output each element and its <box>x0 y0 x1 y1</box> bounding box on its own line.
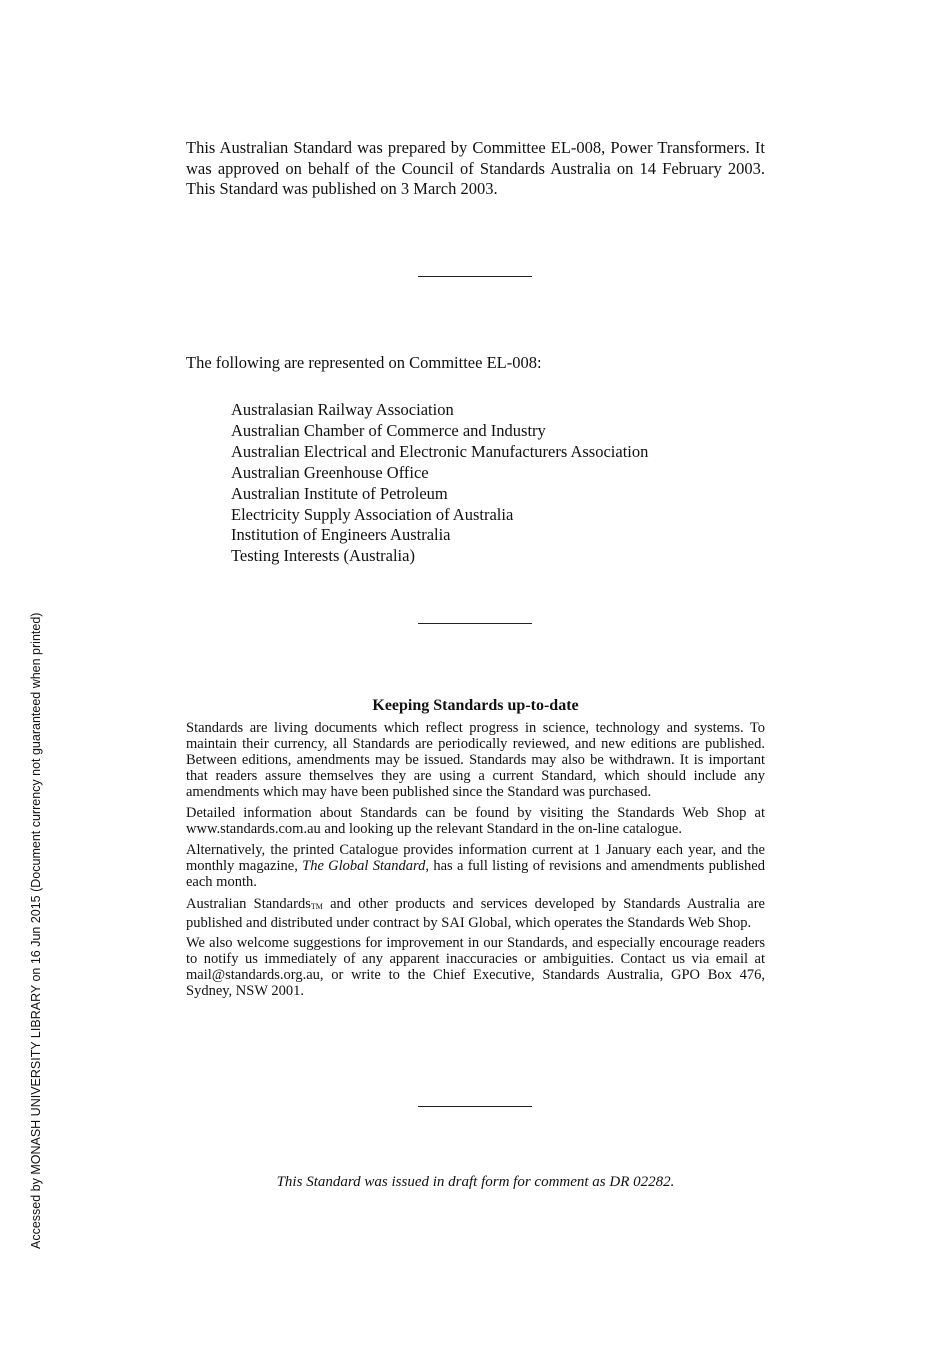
committee-member: Australian Electrical and Electronic Manufacturers Association <box>231 441 649 461</box>
committee-member: Australian Chamber of Commerce and Industry <box>231 420 546 440</box>
paragraph-living-documents: Standards are living documents which reflect progress in science, technology and systems. To maintain their currency, all Standards are periodically reviewed, and new editions are published. Between editions, amendments may be issued. Standards may also be withdrawn. It is important that readers assure themselves they are using a current Standard, which should include any amendments which may have been published since the Standard was purchased. <box>186 720 765 800</box>
magazine-title: The Global Standard <box>302 858 426 874</box>
committee-member: Electricity Supply Association of Australia <box>231 504 514 524</box>
committee-member: Australian Greenhouse Office <box>231 462 429 482</box>
committee-member-list <box>231 400 648 567</box>
trademark-symbol: TM <box>310 902 323 911</box>
paragraph-suggestions: We also welcome suggestions for improvement in our Standards, and especially encourage readers to notify us immediately of any apparent inaccuracies or ambiguities. Contact us via email at mail@standards.org.au, or write to the Chief Executive, Standards Australia, GPO Box 476, Sydney, NSW 2001. <box>186 935 765 999</box>
catalogue-text-start: Alternatively, the printed Catalogue provides information current at 1 January each year, and the monthly magazine, <box>186 842 765 874</box>
section-divider <box>418 276 532 277</box>
section-heading: Keeping Standards up-to-date <box>372 697 579 714</box>
paragraph-sai-global <box>186 895 765 932</box>
section-divider <box>418 1106 532 1107</box>
committee-member: Australian Institute of Petroleum <box>231 483 448 503</box>
section-divider <box>418 623 532 624</box>
draft-note: This Standard was issued in draft form for comment as DR 02282. <box>276 1174 675 1190</box>
sai-global-text: and other products and services developed by Standards Australia are published and distributed under contract by SAI Global, which operates the Standards Web Shop. <box>186 896 765 931</box>
catalogue-text-end: , has a full listing of revisions and amendments published each month. <box>186 858 765 890</box>
paragraph-web-shop: Detailed information about Standards can be found by visiting the Standards Web Shop at www.standards.com.au and looking up the relevant Standard in the on-line catalogue. <box>186 805 765 837</box>
committee-member: Australasian Railway Association <box>231 400 454 419</box>
committee-intro: The following are represented on Committee EL-008: <box>186 353 542 372</box>
paragraph-catalogue <box>186 842 765 890</box>
committee-member: Institution of Engineers Australia <box>231 525 451 545</box>
intro-paragraph: This Australian Standard was prepared by Committee EL-008, Power Transformers. It was approved on behalf of the Council of Standards Australia on 14 February 2003. This Standard was published on 3 March 2003. <box>186 138 765 198</box>
access-watermark: Accessed by MONASH UNIVERSITY LIBRARY on 16 Jun 2015 (Document currency not guaranteed when printed) <box>29 612 43 1249</box>
committee-member: Testing Interests (Australia) <box>231 546 415 566</box>
keeping-standards-section <box>186 697 765 1004</box>
trademark-name: Australian Standards <box>186 896 311 912</box>
